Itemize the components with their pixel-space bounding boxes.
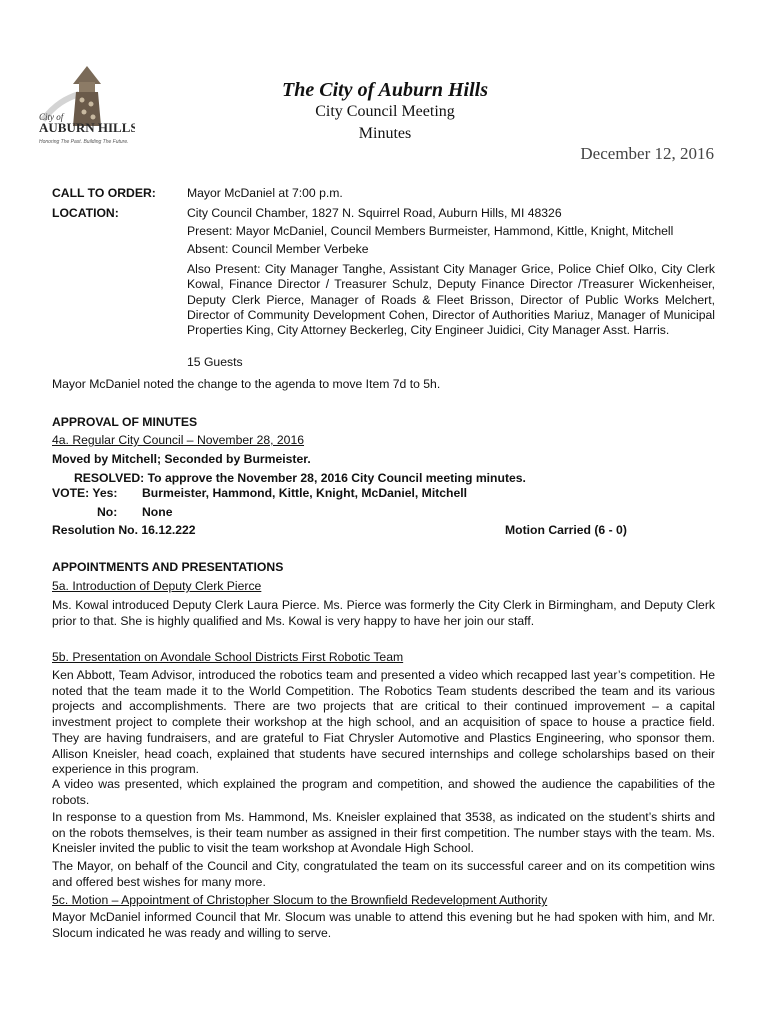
item-5b-text-3: In response to a question from Ms. Hammond, Ms. Kneisler explained that 3538, as indicated on the student’s shirts and on the robots themselves, is their team number as assigned in their first competition. The number stays with the team. Ms. Kneisler invited the public to visit the team workshop at Avondale High School. [52,810,715,856]
item-5b-text-1: Ken Abbott, Team Advisor, introduced the robotics team and presented a video which recapped last year’s competition. He noted that the team made it to the World Competition. The Robotics Team students described the team and its various projects and accomplishments. There are two projects that are critical to their continued improvement – a capital investment project to complete their workshop at the high school, and an acquisition of space to house a practice field. They are having fundraisers, and are grateful to Fiat Chrysler Automotive and Plastics Engineering, who sponsor them. Allison Kneisler, head coach, explained that students have secured internships and college scholarships based on their experience in this program. [52,668,715,777]
present-list: Present: Mayor McDaniel, Council Members Burmeister, Hammond, Kittle, Knight, Mitchell [187,224,674,238]
item-5c-text: Mayor McDaniel informed Council that Mr. Slocum was unable to attend this evening but he had spoken with him, and Mr. Slocum indicated he was ready and willing to serve. [52,910,715,940]
call-to-order-value: Mayor McDaniel at 7:00 p.m. [187,186,343,200]
resolution-number: Resolution No. 16.12.222 [52,523,196,537]
guest-count: 15 Guests [187,355,243,369]
item-5a-title: 5a. Introduction of Deputy Clerk Pierce [52,579,262,593]
item-5b-text-2: A video was presented, which explained the program and competition, and showed the audience the capabilities of the robots. [52,777,715,807]
item-5b-title: 5b. Presentation on Avondale School Districts First Robotic Team [52,650,404,664]
item-5b-text-4: The Mayor, on behalf of the Council and City, congratulated the team on its successful career and on its competition wins and offered best wishes for many more. [52,859,715,889]
appointments-heading: APPOINTMENTS AND PRESENTATIONS [52,560,284,574]
logo-text-top: City of [39,112,64,122]
minutes-item-4a: 4a. Regular City Council – November 28, 2016 [52,433,305,447]
call-to-order-label: CALL TO ORDER: [52,186,156,200]
moved-seconded: Moved by Mitchell; Seconded by Burmeister. [52,452,311,466]
motion-result: Motion Carried (6 - 0) [505,523,627,537]
location-label: LOCATION: [52,206,119,220]
resolved-text: RESOLVED: To approve the November 28, 2016 City Council meeting minutes. [74,471,526,485]
document-subtitle: City Council Meeting [315,103,455,120]
item-5c-title: 5c. Motion – Appointment of Christopher Slocum to the Brownfield Redevelopment Authority [52,893,548,907]
agenda-note: Mayor McDaniel noted the change to the agenda to move Item 7d to 5h. [52,377,441,391]
document-title: The City of Auburn Hills [282,79,488,101]
logo-tagline: Honoring The Past. Building The Future. [39,139,129,145]
meeting-date: December 12, 2016 [580,144,714,163]
item-5a-text: Ms. Kowal introduced Deputy Clerk Laura Pierce. Ms. Pierce was formerly the City Clerk in Birmingham, and Deputy Clerk prior to that. She is highly qualified and Ms. Kowal is very happy to have her join our staff. [52,598,715,628]
location-value: City Council Chamber, 1827 N. Squirrel Road, Auburn Hills, MI 48326 [187,206,562,220]
vote-no-label: No: [97,505,118,519]
also-present-list: Also Present: City Manager Tanghe, Assistant City Manager Grice, Police Chief Olko, City Clerk Kowal, Finance Director / Treasurer Schulz, Deputy Finance Director /Treasurer Wickenheiser, Deputy Clerk Pierce, Manager of Roads & Fleet Brisson, Director of Public Works Melchert, Director of Community Development Cohen, Director of Authorities Mariuz, Manager of Municipal Properties King, City Attorney Beckerleg, City Engineer Juidici, City Manager Asst. Harris. [187,262,715,338]
logo-text-main: AUBURN HILLS [39,120,135,135]
vote-yes-names: Burmeister, Hammond, Kittle, Knight, McDaniel, Mitchell [142,486,468,500]
document-subtitle-minutes: Minutes [358,125,412,142]
minutes-heading: APPROVAL OF MINUTES [52,415,198,429]
vote-yes-label: VOTE: Yes: [52,486,118,500]
vote-no-names: None [142,505,173,519]
absent-list: Absent: Council Member Verbeke [187,242,369,256]
